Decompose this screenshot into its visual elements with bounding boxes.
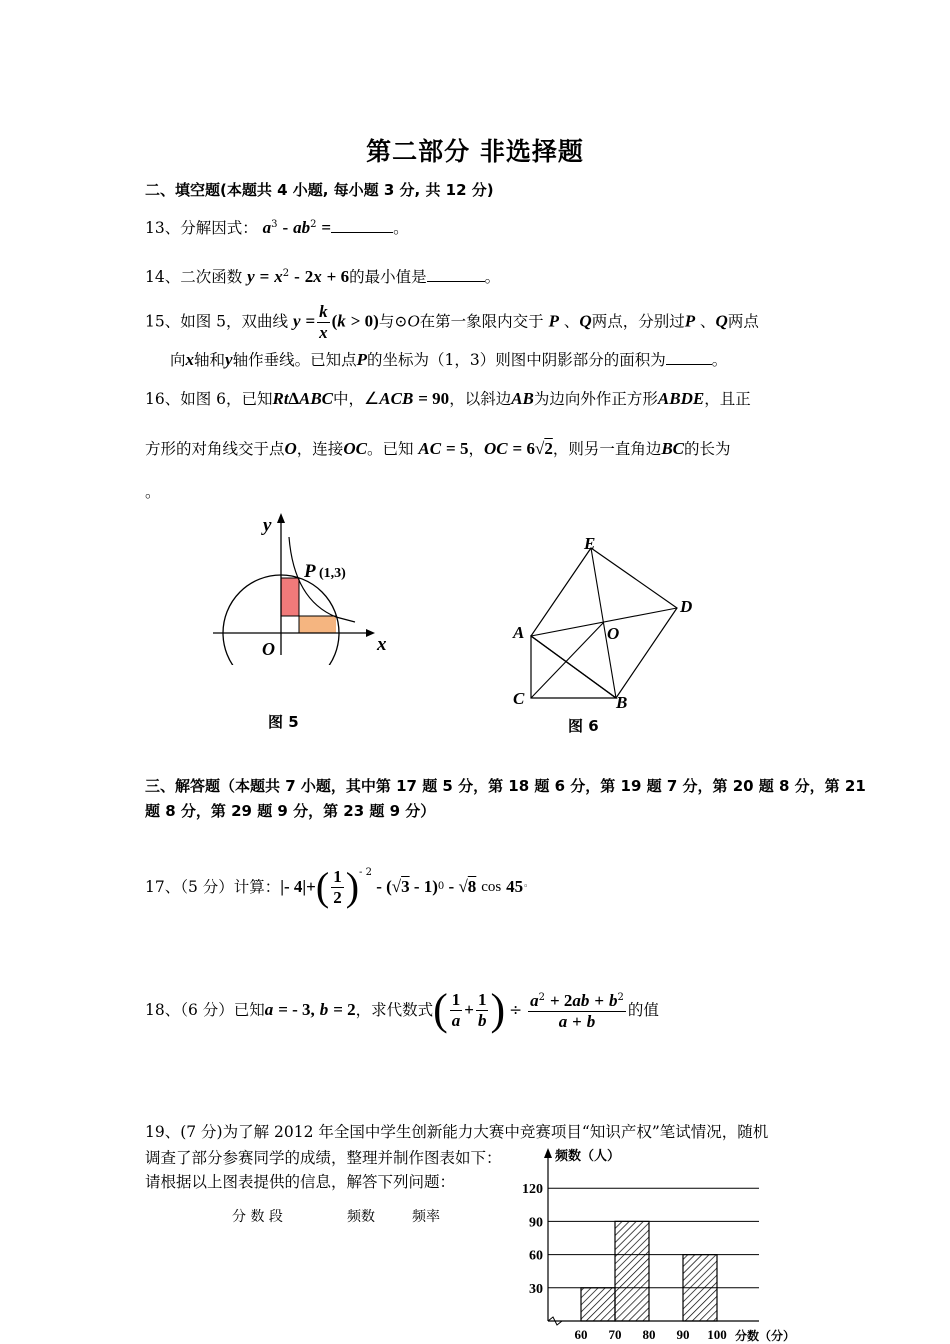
x-tick-label: 60 — [574, 1327, 588, 1342]
question-19-line3: 请根据以上图表提供的信息，解答下列问题： — [145, 1173, 456, 1191]
section3-heading-line1: 三、解答题（本题共 7 小题，其中第 17 题 5 分，第 18 题 6 分，第 19 题 7 分，第 20 题 8 分，第 21 — [145, 777, 866, 795]
question-15: 15、如图 5，双曲线 y = $\frac{k}{x}$ (k > 0)与⊙O在第一象限内交于 P 、Q两点，分别过P 、Q两点 — [145, 302, 759, 342]
table-header-cell: 分 数 段 — [232, 1209, 283, 1225]
question-19-line2: 调查了部分参赛同学的成绩，整理并制作图表如下： — [145, 1149, 502, 1167]
page-title: 第二部分 非选择题 — [366, 137, 584, 166]
table-header-cell: 频率 — [412, 1209, 440, 1225]
label-o: O — [607, 624, 620, 643]
y-axis-label: y — [263, 515, 272, 536]
question-16-line2: 方形的对角线交于点O，连接OC。已知 AC = 5，OC = 6√2，则另一直角边BC的长为 — [145, 439, 731, 458]
label-d: D — [680, 597, 693, 616]
y-tick-label: 30 — [529, 1281, 543, 1297]
x-tick-label: 80 — [642, 1327, 656, 1342]
label-c: C — [513, 689, 525, 708]
figure-6-caption: 图 6 — [568, 717, 599, 735]
x-tick-label: 70 — [608, 1327, 622, 1342]
y-tick-label: 60 — [529, 1248, 543, 1264]
question-16-line3: 。 — [145, 483, 161, 501]
figure-5 — [205, 505, 405, 665]
question-17: 17、（5 分）计算： |- 4|+ ( $\frac{1}{2}$ ) $^{- 2}$ - (√3 - 1) 0 - √8 cos 45 ◦ — [145, 864, 529, 909]
histogram-bar — [683, 1255, 717, 1321]
question-18: 18、（6 分）已知 a = - 3, b = 2 ，求代数式 ( $\frac{1}{a}$ + $\frac{1}{b}$ ) ÷ $\frac{a^2 + 2ab + b^2}{a + b}$ 的值 — [145, 985, 659, 1034]
x-tick-label: 100 — [707, 1327, 727, 1342]
answer-blank[interactable] — [666, 348, 712, 365]
question-15-line2: 向x轴和y轴作垂线。已知点P的坐标为（1，3）则图中阴影部分的面积为 。 — [170, 350, 728, 369]
histogram-bar — [615, 1221, 649, 1321]
origin-label: O — [262, 639, 275, 659]
y-tick-label: 120 — [522, 1182, 543, 1198]
section2-heading: 二、填空题(本题共 4 小题, 每小题 3 分, 共 12 分) — [145, 181, 494, 199]
question-16: 16、如图 6，已知Rt∆ABC中，∠ACB = 90，以斜边AB为边向外作正方形ABDE，且正 — [145, 389, 751, 408]
section3-heading-line2: 题 8 分，第 29 题 9 分，第 23 题 9 分） — [145, 802, 436, 820]
point-p-label: P — [304, 561, 316, 582]
x-axis-label: 分数（分） — [735, 1329, 796, 1343]
label-a: A — [513, 623, 525, 642]
histogram-chart — [505, 1140, 805, 1344]
answer-blank[interactable] — [427, 265, 485, 282]
shaded-rect-top — [281, 578, 299, 616]
question-14: 14、二次函数 $y = x^2 - 2x + 6$的最小值是 。 — [145, 267, 501, 287]
x-axis-label: x — [377, 634, 387, 655]
point-p-coord: (1,3) — [319, 566, 346, 581]
label-e: E — [584, 534, 596, 553]
label-b: B — [616, 693, 628, 712]
histogram-bar — [581, 1288, 615, 1321]
x-tick-label: 90 — [676, 1327, 690, 1342]
question-19-line1: 19、(7 分)为了解 2012 年全国中学生创新能力大赛中竞赛项目“知识产权”笔试情况，随机 — [145, 1123, 769, 1141]
answer-blank[interactable] — [331, 216, 393, 233]
question-13: 13、分解因式： $a^3 - ab^2$ = 。 — [145, 218, 409, 238]
y-tick-label: 90 — [529, 1215, 543, 1231]
figure-5-caption: 图 5 — [268, 713, 299, 731]
shaded-rect-right — [299, 616, 336, 633]
y-axis-label: 频数（人） — [555, 1149, 621, 1164]
table-header-cell: 频数 — [347, 1209, 375, 1225]
figure-6 — [505, 530, 705, 715]
